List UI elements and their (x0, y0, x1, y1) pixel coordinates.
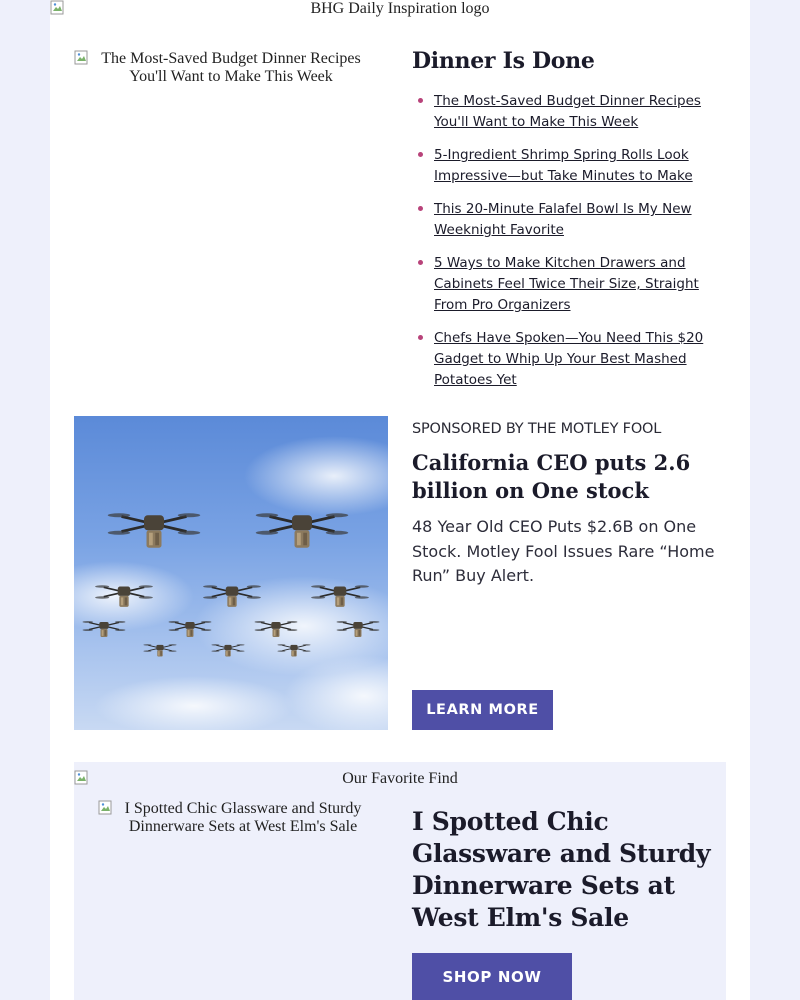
list-item (412, 90, 732, 132)
bullet-dot (418, 335, 423, 340)
featured-image-alt-text: The Most-Saved Budget Dinner Recipes You'll Want to Make This Week (101, 50, 361, 85)
favorite-image-alt-text: I Spotted Chic Glassware and Sturdy Dinnerware Sets at West Elm's Sale (124, 800, 362, 835)
sponsored-image[interactable] (74, 416, 388, 730)
learn-more-button[interactable]: LEARN MORE (412, 690, 553, 730)
article-link[interactable]: 5 Ways to Make Kitchen Drawers and Cabinets Feel Twice Their Size, Straight From Pro Organizers (434, 255, 699, 313)
article-link[interactable]: The Most-Saved Budget Dinner Recipes You'll Want to Make This Week (434, 93, 701, 130)
email-body (50, 0, 750, 1000)
list-item (412, 198, 732, 240)
favorite-find-headline[interactable]: I Spotted Chic Glassware and Sturdy Dinnerware Sets at West Elm's Sale (412, 807, 711, 932)
list-item (412, 144, 732, 186)
drone-swarm-illustration (74, 416, 388, 730)
sponsored-headline[interactable]: California CEO puts 2.6 billion on One stock (412, 450, 691, 503)
bullet-dot (418, 206, 423, 211)
favorite-find-panel (74, 762, 726, 1000)
list-item (412, 327, 732, 390)
favorite-find-alt-text: Our Favorite Find (342, 770, 458, 787)
bullet-dot (418, 260, 423, 265)
sponsored-label: SPONSORED BY THE MOTLEY FOOL (412, 421, 662, 437)
article-link[interactable]: This 20-Minute Falafel Bowl Is My New Weeknight Favorite (434, 201, 692, 238)
section-title: Dinner Is Done (412, 48, 595, 74)
article-link-list (412, 90, 732, 402)
brand-logo[interactable] (50, 0, 750, 22)
article-link[interactable]: 5-Ingredient Shrimp Spring Rolls Look Impressive—but Take Minutes to Make (434, 147, 693, 184)
bullet-dot (418, 98, 423, 103)
favorite-find-banner (74, 770, 726, 790)
broken-image-icon (74, 770, 90, 786)
favorite-find-image[interactable] (98, 800, 388, 840)
broken-image-icon (98, 800, 114, 816)
broken-image-icon (50, 0, 66, 16)
logo-alt-text: BHG Daily Inspiration logo (310, 0, 490, 17)
article-link[interactable]: Chefs Have Spoken—You Need This $20 Gadget to Whip Up Your Best Mashed Potatoes Yet (434, 330, 704, 388)
bullet-dot (418, 152, 423, 157)
broken-image-icon (74, 50, 90, 66)
shop-now-button[interactable]: SHOP NOW (412, 953, 572, 1000)
sponsored-body-text: 48 Year Old CEO Puts $2.6B on One Stock. Motley Fool Issues Rare “Home Run” Buy Alert. (412, 517, 715, 585)
featured-article-image[interactable] (74, 50, 388, 90)
list-item (412, 252, 732, 315)
